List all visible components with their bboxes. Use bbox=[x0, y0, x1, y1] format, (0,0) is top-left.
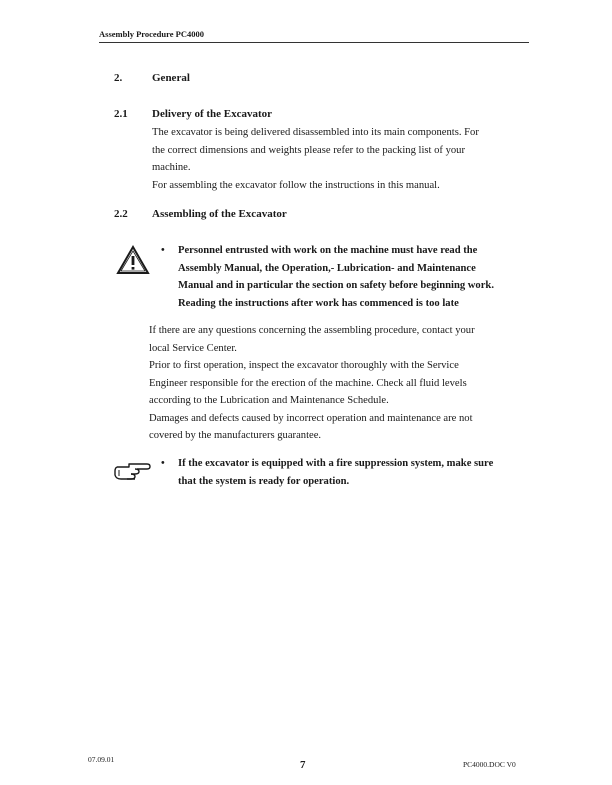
paragraph-line: covered by the manufacturers guarantee. bbox=[149, 430, 322, 441]
page-number: 7 bbox=[300, 759, 306, 771]
note-bullet bbox=[161, 455, 531, 490]
section-2-2-title: Assembling of the Excavator bbox=[152, 208, 287, 220]
section-2-1-number: 2.1 bbox=[114, 108, 128, 120]
warning-triangle-icon bbox=[116, 245, 150, 275]
paragraph-line: machine. bbox=[152, 162, 191, 173]
header-divider bbox=[99, 42, 529, 43]
paragraph-line: For assembling the excavator follow the instructions in this manual. bbox=[152, 179, 440, 191]
note-line: that the system is ready for operation. bbox=[178, 475, 350, 487]
paragraph-line: Prior to first operation, inspect the excavator thoroughly with the Service bbox=[149, 360, 459, 371]
note-line: If the excavator is equipped with a fire suppression system, make sure bbox=[178, 458, 494, 469]
paragraph-line: Damages and defects caused by incorrect operation and maintenance are not bbox=[149, 412, 473, 424]
warning-list-item bbox=[161, 242, 531, 312]
footer-document-id: PC4000.DOC V0 bbox=[463, 760, 516, 769]
note-list-item bbox=[161, 455, 531, 490]
warning-line: Assembly Manual, the Operation,- Lubrication- and Maintenance bbox=[178, 262, 476, 274]
warning-bullet bbox=[161, 242, 531, 312]
section-2-1-title: Delivery of the Excavator bbox=[152, 108, 273, 120]
bullet-dot: • bbox=[161, 245, 165, 256]
section-2-number: 2. bbox=[114, 72, 123, 84]
paragraph-line: according to the Lubrication and Maintenance Schedule. bbox=[149, 395, 389, 406]
paragraph-line: If there are any questions concerning the assembling procedure, contact your bbox=[149, 325, 475, 336]
section-2-title: General bbox=[152, 72, 190, 84]
paragraph-line: Engineer responsible for the erection of the machine. Check all fluid levels bbox=[149, 377, 467, 389]
section-2-2-number: 2.2 bbox=[114, 208, 128, 220]
warning-line: Reading the instructions after work has commenced is too late bbox=[178, 297, 459, 309]
warning-line: Manual and in particular the section on safety before beginning work. bbox=[178, 280, 494, 291]
section-2-2-body bbox=[149, 322, 529, 445]
pointing-hand-icon bbox=[113, 458, 153, 482]
section-2-1-body bbox=[152, 124, 532, 194]
warning-line: Personnel entrusted with work on the machine must have read the bbox=[178, 245, 478, 256]
document-header-title: Assembly Procedure PC4000 bbox=[99, 29, 204, 39]
paragraph-line: local Service Center. bbox=[149, 342, 237, 354]
bullet-dot: • bbox=[161, 458, 165, 469]
footer-date: 07.09.01 bbox=[88, 755, 115, 764]
paragraph-line: the correct dimensions and weights please refer to the packing list of your bbox=[152, 144, 466, 156]
paragraph-line: The excavator is being delivered disassembled into its main components. For bbox=[152, 127, 479, 138]
